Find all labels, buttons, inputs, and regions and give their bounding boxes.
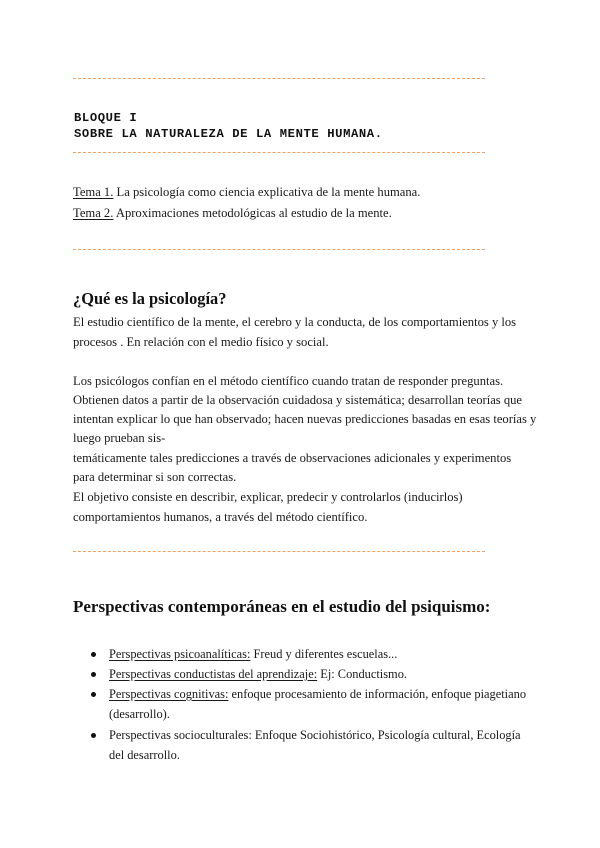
bullet-icon <box>91 733 96 738</box>
tema-text: La psicología como ciencia explicativa de la mente humana. <box>113 185 421 199</box>
paragraph-line: luego prueban sis- <box>73 431 166 445</box>
section-heading: Perspectivas contemporáneas en el estudio del psiquismo: <box>73 597 491 616</box>
dashed-divider <box>73 249 485 250</box>
list-item <box>109 726 521 744</box>
tema-label: Tema 1. <box>73 185 114 199</box>
tema-line <box>73 183 420 201</box>
dashed-divider <box>73 78 485 79</box>
tema-text: Aproximaciones metodológicas al estudio de la mente. <box>113 206 392 220</box>
list-item-text: Freud y diferentes escuelas... <box>250 647 398 661</box>
paragraph-line: para determinar si son correctas. <box>73 470 237 484</box>
list-item-text: enfoque procesamiento de información, enfoque piagetiano <box>228 687 527 701</box>
paragraph-line: El estudio científico de la mente, el cerebro y la conducta, de los comportamientos y los <box>73 315 517 329</box>
list-item-text: Perspectivas socioculturales: Enfoque Sociohistórico, Psicología cultural, Ecología <box>109 728 521 742</box>
paragraph-line: Obtienen datos a partir de la observación cuidadosa y sistemática; desarrollan teorías que <box>73 393 523 407</box>
dashed-divider <box>73 551 485 552</box>
list-item-text: Ej: Conductismo. <box>317 667 407 681</box>
paragraph-line: intentan explicar lo que han observado; hacen nuevas predicciones basadas en esas teorías y <box>73 412 537 426</box>
paragraph-line: Los psicólogos confían en el método científico cuando tratan de responder preguntas. <box>73 374 504 388</box>
tema-line <box>73 204 392 222</box>
list-item <box>109 645 397 663</box>
list-item <box>109 685 526 703</box>
list-item <box>109 665 407 683</box>
bloque-label: BLOQUE I <box>74 111 138 125</box>
bullet-icon <box>91 672 96 677</box>
list-item-label: Perspectivas psicoanalíticas: <box>109 647 251 661</box>
list-item-continuation: del desarrollo. <box>109 748 180 762</box>
bullet-icon <box>91 692 96 697</box>
paragraph-line: El objetivo consiste en describir, explicar, predecir y controlarlos (inducirlos) <box>73 490 463 504</box>
bloque-title: SOBRE LA NATURALEZA DE LA MENTE HUMANA. <box>74 127 383 141</box>
list-item-label: Perspectivas conductistas del aprendizaje: <box>109 667 318 681</box>
tema-label: Tema 2. <box>73 206 114 220</box>
section-heading: ¿Qué es la psicología? <box>73 289 227 308</box>
paragraph-line: procesos . En relación con el medio físico y social. <box>73 335 329 349</box>
bullet-icon <box>91 652 96 657</box>
paragraph-line: comportamientos humanos, a través del método científico. <box>73 510 368 524</box>
list-item-label: Perspectivas cognitivas: <box>109 687 229 701</box>
paragraph-line: temáticamente tales predicciones a través de observaciones adicionales y experimentos <box>73 451 512 465</box>
dashed-divider <box>73 152 485 153</box>
list-item-continuation: (desarrollo). <box>109 707 170 721</box>
